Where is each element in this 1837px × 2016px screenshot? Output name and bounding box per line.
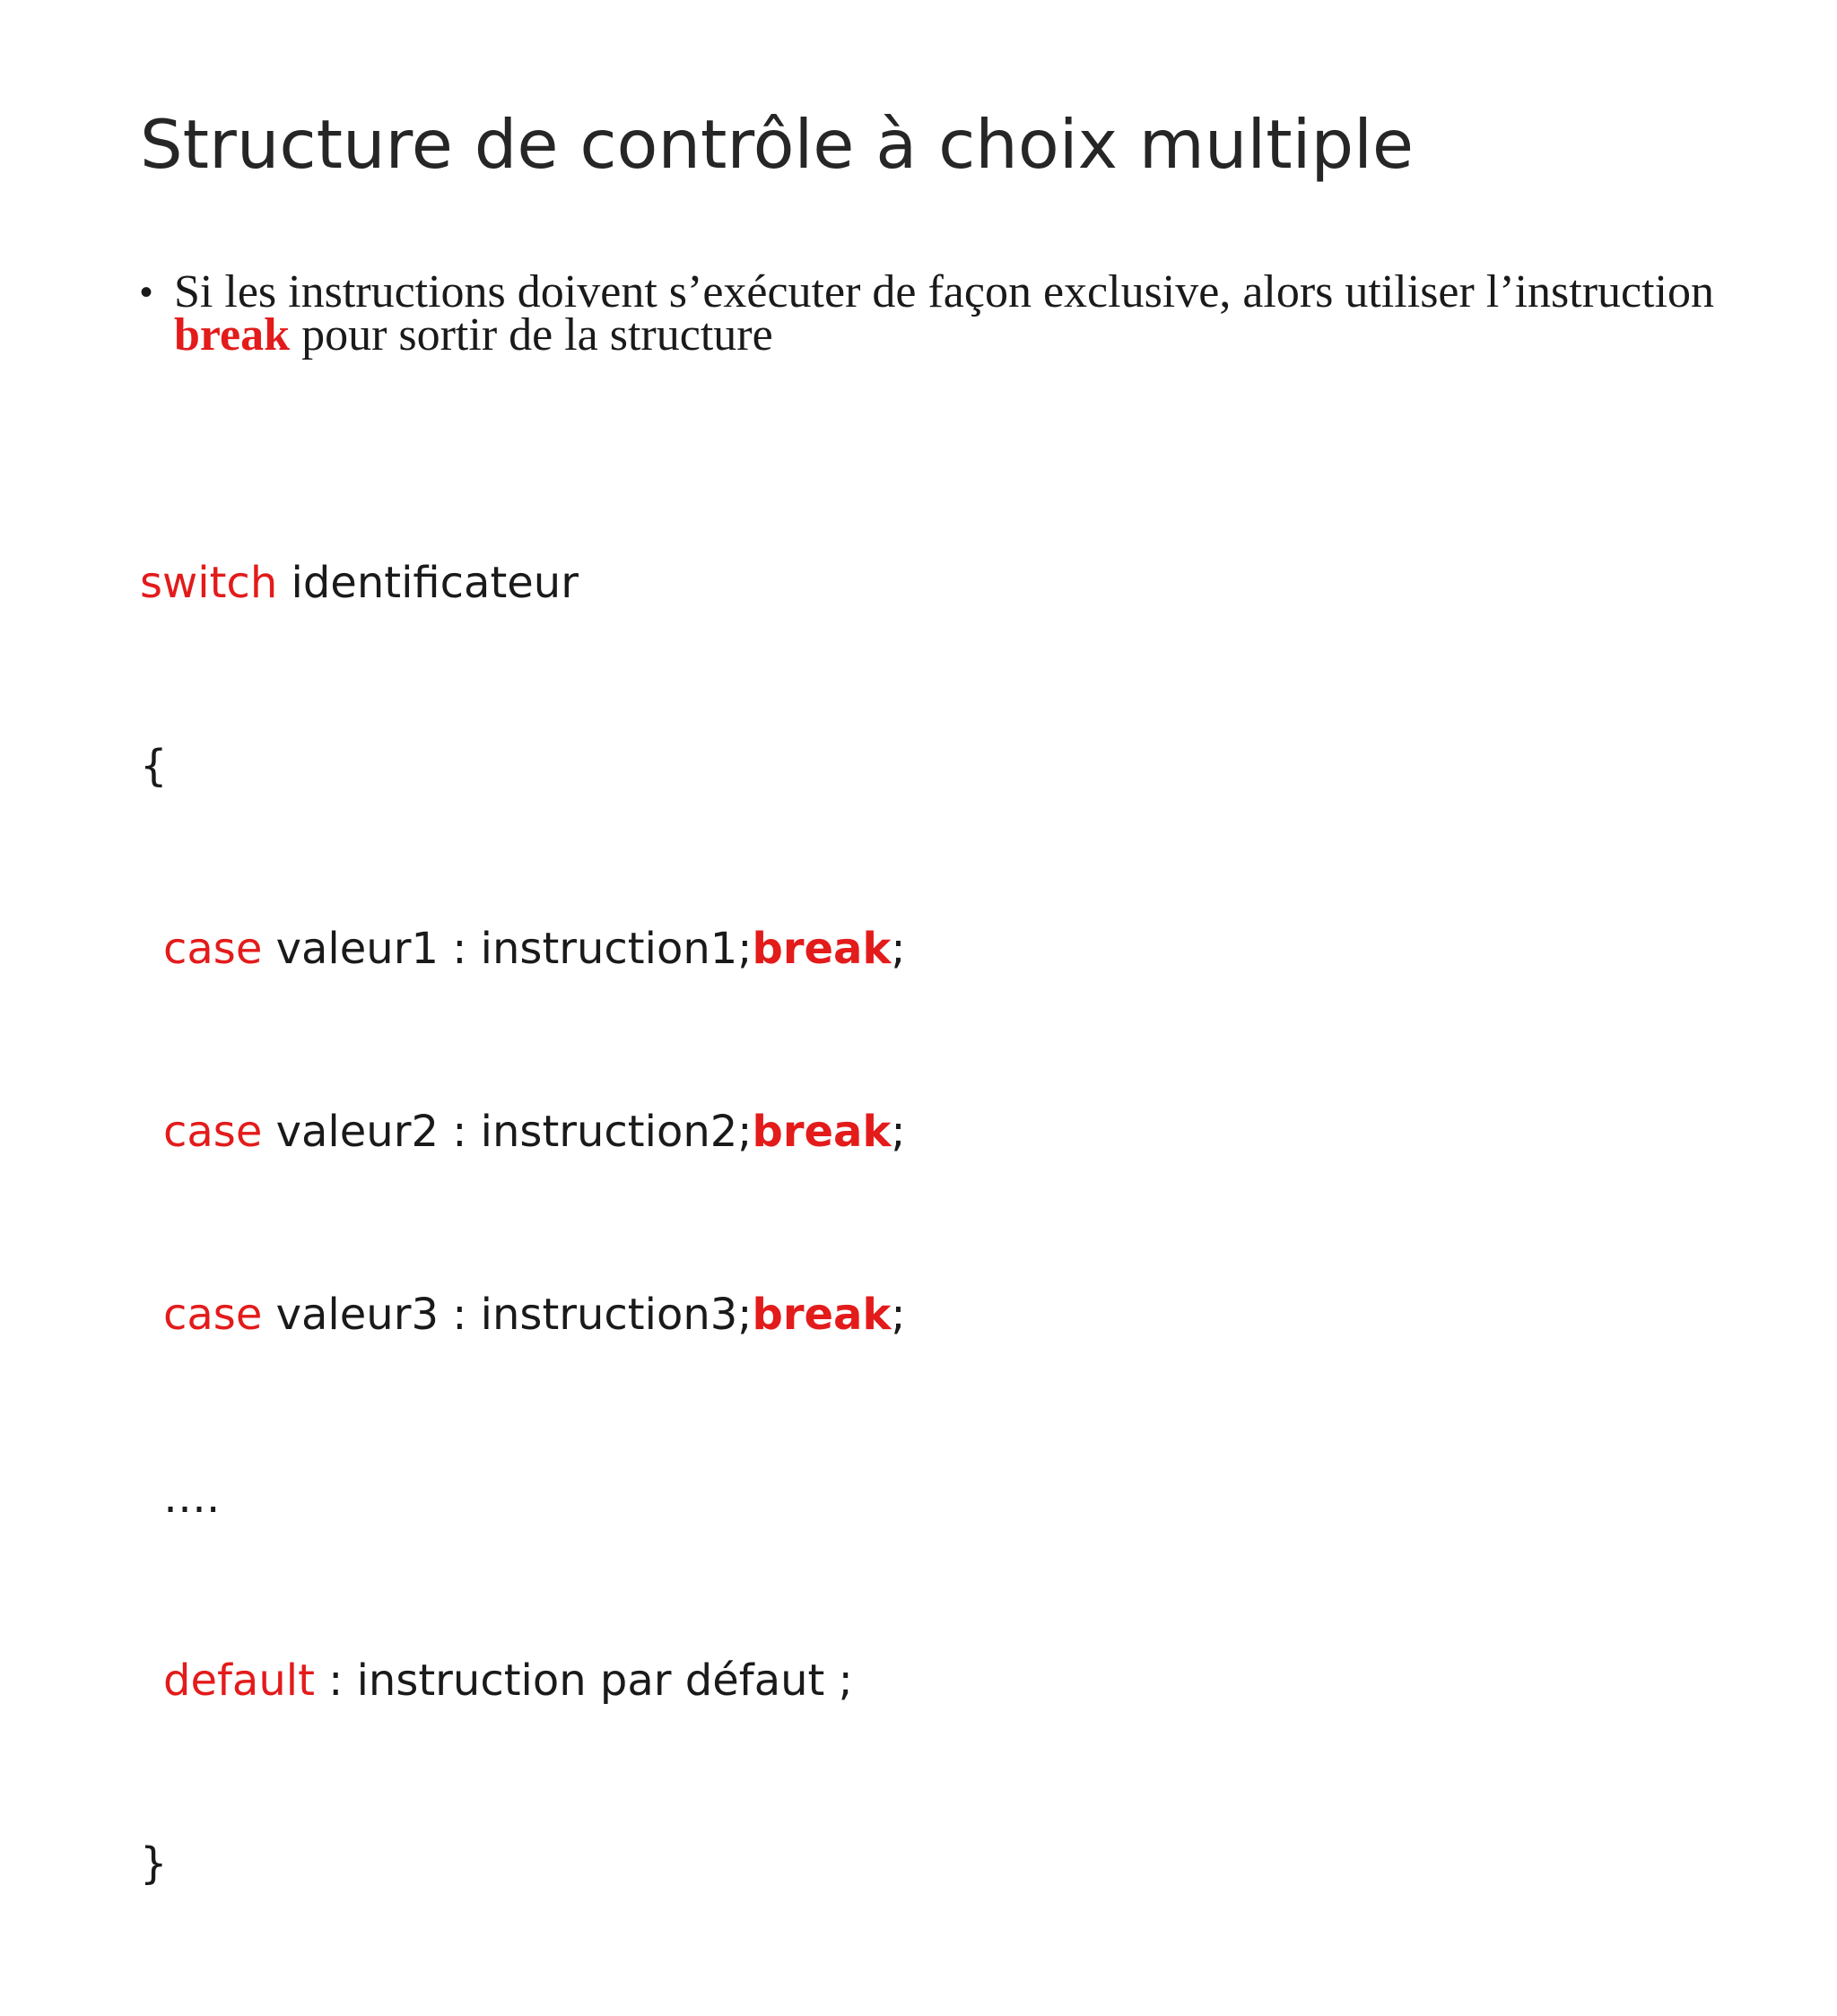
break-keyword: break (752, 1107, 892, 1157)
code-block (140, 430, 906, 2016)
bullet-text-after: pour sortir de la structure (290, 309, 773, 361)
code-line-close-brace (140, 1833, 906, 1894)
case-body: valeur1 : instruction1; (262, 924, 753, 974)
default-keyword: default (163, 1655, 315, 1706)
bullet-keyword-break: break (174, 309, 291, 361)
code-line-case-1 (140, 918, 906, 979)
case-body: valeur3 : instruction3; (262, 1290, 753, 1340)
case-end: ; (891, 1107, 906, 1157)
code-line-switch (140, 552, 906, 613)
slide-title: Structure de contrôle à choix multiple (140, 105, 1415, 184)
bullet-text-before: Si les instructions doivent s’exécuter de façon exclusive, alors utiliser l’instruction (174, 266, 1715, 317)
default-body: : instruction par défaut ; (314, 1655, 853, 1706)
bullet-icon: • (140, 273, 153, 312)
code-line-case-2 (140, 1101, 906, 1162)
switch-keyword: switch (140, 558, 278, 608)
break-keyword: break (752, 1290, 892, 1340)
case-end: ; (891, 1290, 906, 1340)
close-brace: } (140, 1838, 168, 1889)
bullet-block (140, 266, 1754, 361)
case-keyword: case (163, 924, 263, 974)
code-line-open-brace (140, 735, 906, 796)
bullet-text (174, 266, 1754, 361)
case-keyword: case (163, 1107, 263, 1157)
case-keyword: case (163, 1290, 263, 1340)
case-end: ; (891, 924, 906, 974)
ellipsis: …. (163, 1473, 221, 1523)
case-body: valeur2 : instruction2; (262, 1107, 753, 1157)
code-line-case-3 (140, 1284, 906, 1345)
open-brace: { (140, 741, 168, 791)
switch-identifier: identificateur (277, 558, 579, 608)
code-line-default (140, 1650, 906, 1711)
code-line-ellipsis (140, 1467, 906, 1528)
break-keyword: break (752, 924, 892, 974)
bullet-item (140, 266, 1754, 361)
